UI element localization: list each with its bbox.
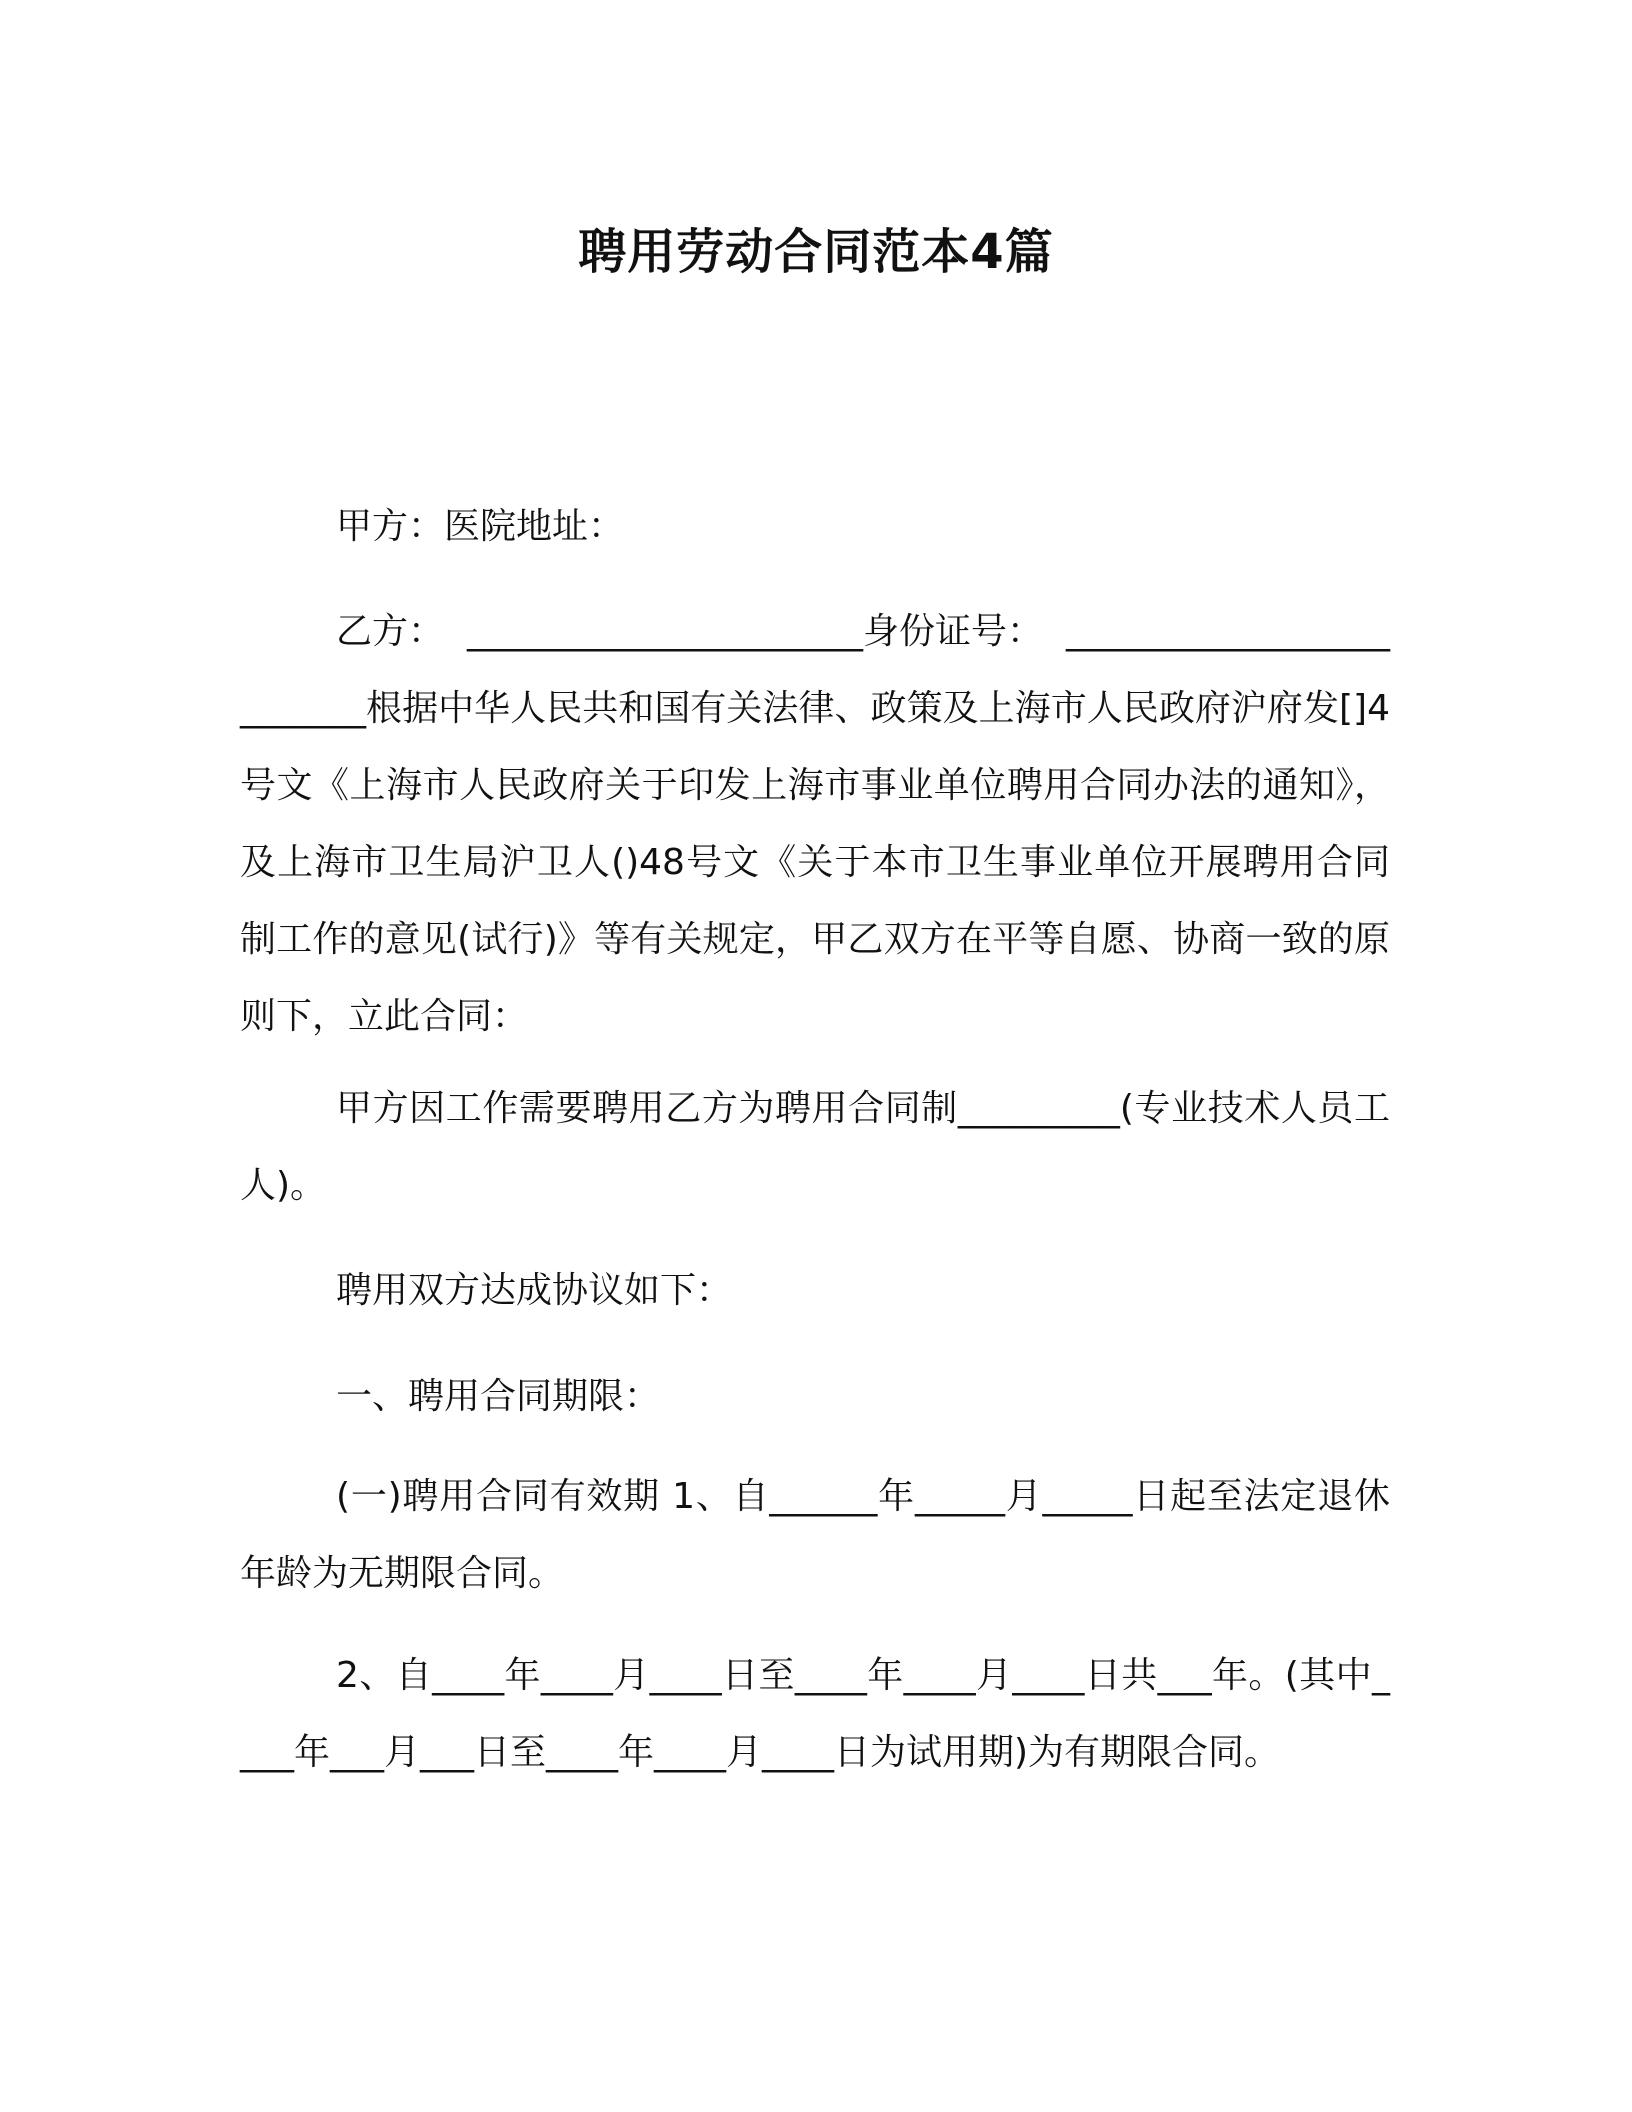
paragraph-employment-purpose: 甲方因工作需要聘用乙方为聘用合同制_________(专业技术人员工人)。 [240, 1088, 1390, 1206]
paragraph-term-indefinite: (一)聘用合同有效期 1、自______年_____月_____日起至法定退休年龄为无期限合同。 [240, 1476, 1390, 1594]
section-heading-contract-term: 一、聘用合同期限： [336, 1376, 661, 1417]
paragraph-party-a: 甲方：医院地址： [336, 506, 625, 547]
paragraph-term-fixed: 2、自____年____月____日至____年____月____日共___年。(其中____年___月___日至____年____月____日为试用期)为有期限合同。 [240, 1655, 1390, 1773]
paragraph-agreement-intro: 聘用双方达成协议如下： [336, 1270, 733, 1311]
document-title: 聘用劳动合同范本4篇 [578, 224, 1054, 280]
paragraph-party-b-preamble: 乙方： ______________________身份证号： _________________________根据中华人民共和国有关法律、政策及上海市人民政府沪府发[]4号文《上海市人民政府关于印发上海市事业单位聘用合同办法的通知》，及上海市卫生局沪卫人()48号文《关于本市卫生事业单位开展聘用合同制工作的意见(试行)》等有关规定，甲乙双方在平等自愿、协商一致的原则下，立此合同： [240, 611, 1390, 1037]
